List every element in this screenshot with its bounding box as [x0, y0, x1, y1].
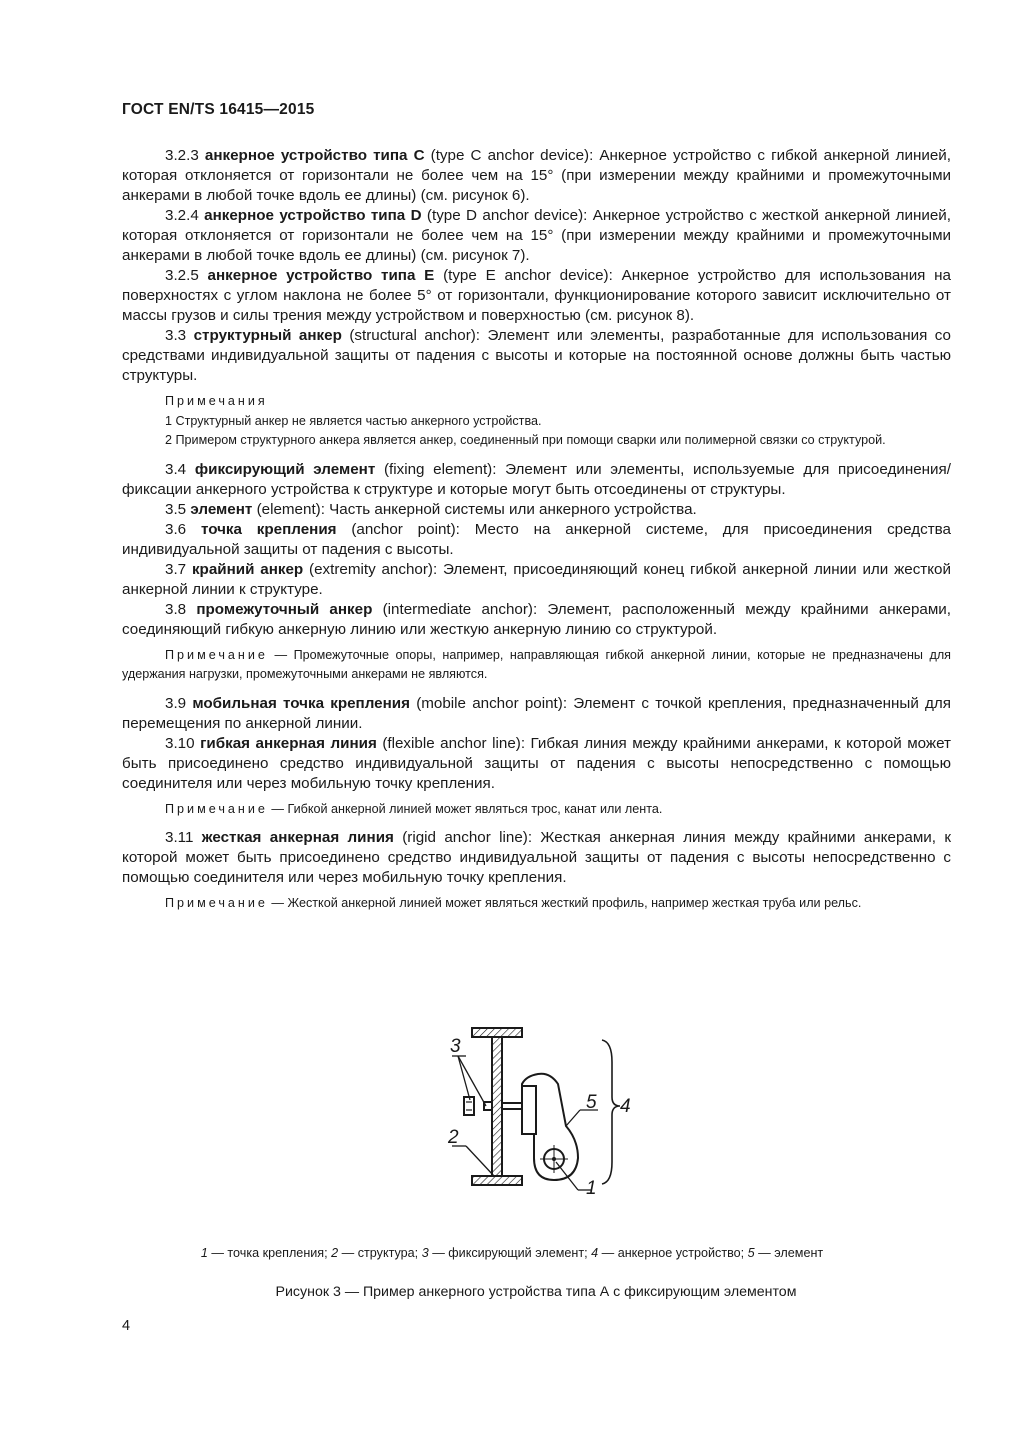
figure-legend: 1 — точка крепления; 2 — структура; 3 — фиксирующий элемент; 4 — анкерное устройство; 5 — элемент: [200, 1246, 824, 1260]
item-3-10: 3.10 гибкая анкерная линия (flexible anchor line): Гибкая линия между крайними анкерами, к которой может быть присоединено средство индивидуальной защиты от падения с высоты непосредственно с помощью соединителя или через мобильную точку крепления.: [122, 734, 951, 792]
item-3-4: 3.4 фиксирующий элемент (fixing element): Элемент или элементы, используемые для присоединения/фиксации анкерного устройства к структуре и которые могут быть отсоединены от структуры.: [122, 460, 951, 498]
item-3-5: 3.5 элемент (element): Часть анкерной системы или анкерного устройства.: [165, 500, 697, 518]
item-3-7: 3.7 крайний анкер (extremity anchor): Элемент, присоединяющий конец гибкой анкерной линии или жесткой анкерной линии к структуре.: [122, 560, 951, 598]
notes-title: Примечания: [165, 394, 268, 408]
note-item: 1 Структурный анкер не является частью анкерного устройства.: [165, 413, 542, 428]
brace-4: [602, 1040, 620, 1184]
note-3-8: Примечание — Промежуточные опоры, например, направляющая гибкой анкерной линии, которые не предназначены для удержания нагрузки, промежуточными анкерами не являются.: [122, 647, 951, 681]
item-3-2-3: 3.2.3 анкерное устройство типа C (type C anchor device): Анкерное устройство с гибкой анкерной линией, которая отклоняется от горизонтали не более чем на 15° (при измерении между крайними и промежуточными анкерами в любой точке вдоль ее длины) (см. рисунок 6).: [122, 147, 951, 204]
item-3-9: 3.9 мобильная точка крепления (mobile anchor point): Элемент с точкой крепления, предназначенный для перемещения по анкерной линии.: [122, 694, 951, 732]
item-3-3: 3.3 структурный анкер (structural anchor): Элемент или элементы, разработанные для использования со средствами индивидуальной защиты от падения с высоты и которые на постоянной основе должны быть частью структуры.: [122, 327, 951, 384]
figure-3-drawing: [430, 1022, 670, 1200]
item-3-11: 3.11 жесткая анкерная линия (rigid anchor line): Жесткая анкерная линия между крайними анкерами, к которой может быть присоединено средство индивидуальной защиты от падения с высоты непосредственно с помощью соединителя или через мобильную точку крепления.: [122, 829, 951, 886]
note-3-10: Примечание — Гибкой анкерной линией может являться трос, канат или лента.: [165, 801, 663, 816]
note-item: 2 Примером структурного анкера является анкер, соединенный при помощи сварки или полимерной связки со структурой.: [165, 433, 886, 447]
label-4: 4: [620, 1096, 631, 1117]
i-beam-structure: [472, 1028, 522, 1185]
note-3-11: Примечание — Жесткой анкерной линией может являться жесткий профиль, например жесткая труба или рельс.: [165, 896, 862, 910]
label-3: 3: [450, 1036, 461, 1057]
item-3-2-4: 3.2.4 анкерное устройство типа D (type D anchor device): Анкерное устройство с жесткой анкерной линией, которая отклоняется от горизонтали не более чем на 15° (при измерении между крайними и промежуточными анкерами в любой точке вдоль ее длины) (см. рисунок 7).: [122, 207, 951, 264]
page-number: 4: [122, 1318, 131, 1334]
label-5: 5: [586, 1092, 597, 1113]
label-1: 1: [586, 1178, 597, 1199]
notes-3-3: [122, 392, 951, 451]
document-header: ГОСТ EN/TS 16415—2015: [122, 101, 315, 118]
figure-caption: Рисунок 3 — Пример анкерного устройства типа А с фиксирующим элементом: [275, 1284, 797, 1300]
label-2: 2: [448, 1127, 459, 1148]
anchor-device-diagram: [430, 1022, 670, 1200]
item-3-8: 3.8 промежуточный анкер (intermediate anchor): Элемент, расположенный между крайними анкерами, соединяющий гибкую анкерную линию или жесткую анкерную линию со структурой.: [122, 600, 951, 638]
document-body: [122, 146, 951, 923]
item-3-6: 3.6 точка крепления (anchor point): Место на анкерной системе, для присоединения средства индивидуальной защиты от падения с высоты.: [122, 520, 951, 558]
item-3-2-5: 3.2.5 анкерное устройство типа E (type E anchor device): Анкерное устройство для использования на поверхностях с углом наклона не более 5° от горизонтали, функционирование которого зависит исключительно от массы грузов и силы трения между устройством и поверхностью (см. рисунок 8).: [122, 267, 951, 324]
bracket-element: [522, 1074, 578, 1180]
